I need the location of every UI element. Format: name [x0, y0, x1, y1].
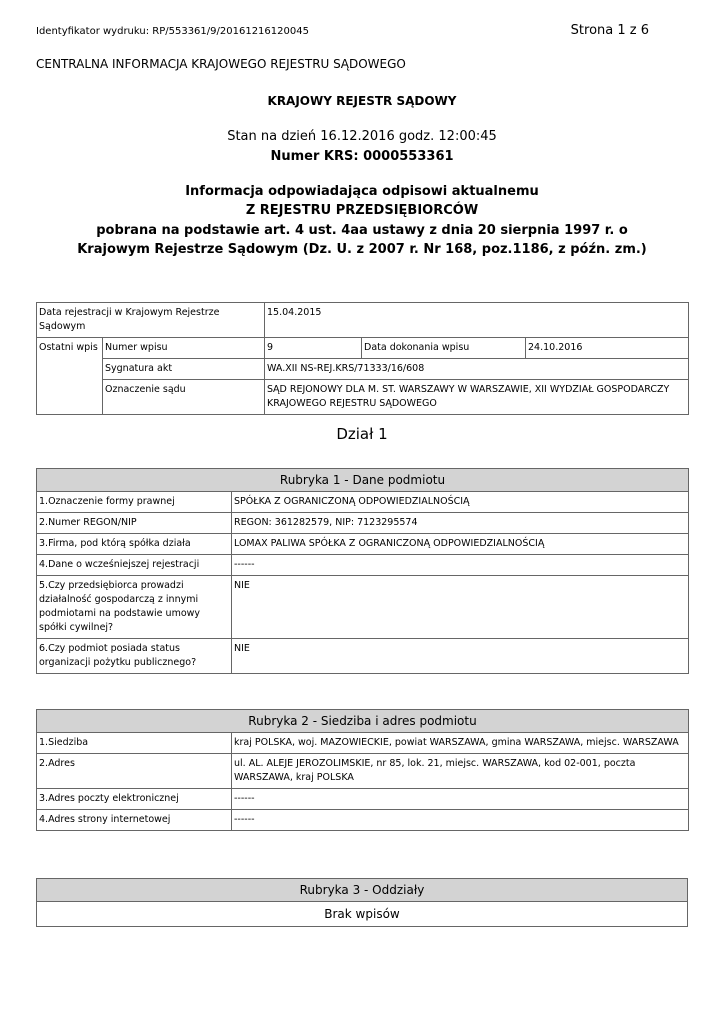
reg-date-value: 15.04.2015	[265, 303, 689, 338]
table-row	[37, 754, 689, 789]
signature-value: WA.XII NS-REJ.KRS/71333/16/608	[265, 359, 689, 380]
row-value: NIE	[232, 576, 689, 639]
row-value: ul. AL. ALEJE JEROZOLIMSKIE, nr 85, lok. 21, miejsc. WARSZAWA, kod 02-001, poczta WARSZAWA, kraj POLSKA	[232, 754, 689, 789]
rubryka-1-title: Rubryka 1 - Dane podmiotu	[37, 469, 689, 492]
last-entry-label: Ostatni wpis	[37, 338, 103, 415]
rubryka-1-table	[36, 468, 689, 674]
row-value: SPÓŁKA Z OGRANICZONĄ ODPOWIEDZIALNOŚCIĄ	[232, 492, 689, 513]
row-label: 1.Siedziba	[37, 733, 232, 754]
entry-number-value: 9	[265, 338, 362, 359]
section-heading: Dział 1	[336, 425, 388, 443]
row-label: 3.Firma, pod którą spółka działa	[37, 534, 232, 555]
table-row	[37, 789, 689, 810]
table-row	[37, 338, 689, 359]
table-row	[37, 359, 689, 380]
row-label: 2.Adres	[37, 754, 232, 789]
row-value: ------	[232, 555, 689, 576]
table-row	[37, 810, 689, 831]
page-number: Strona 1 z 6	[570, 23, 649, 38]
table-row	[37, 534, 689, 555]
entry-date-label: Data dokonania wpisu	[362, 338, 526, 359]
row-label: 2.Numer REGON/NIP	[37, 513, 232, 534]
no-entries: Brak wpisów	[37, 902, 688, 927]
row-label: 1.Oznaczenie formy prawnej	[37, 492, 232, 513]
table-row	[37, 303, 689, 338]
table-row	[37, 576, 689, 639]
row-value: kraj POLSKA, woj. MAZOWIECKIE, powiat WARSZAWA, gmina WARSZAWA, miejsc. WARSZAWA	[232, 733, 689, 754]
organization-name: CENTRALNA INFORMACJA KRAJOWEGO REJESTRU SĄDOWEGO	[36, 57, 406, 71]
info-line-3: pobrana na podstawie art. 4 ust. 4aa ustawy z dnia 20 sierpnia 1997 r. o Krajowym Rejestrze Sądowym (Dz. U. z 2007 r. Nr 168, poz.1186, z późn. zm.)	[77, 223, 647, 257]
row-value: REGON: 361282579, NIP: 7123295574	[232, 513, 689, 534]
signature-label: Sygnatura akt	[103, 359, 265, 380]
row-label: 6.Czy podmiot posiada status organizacji pożytku publicznego?	[37, 639, 232, 674]
row-label: 4.Adres strony internetowej	[37, 810, 232, 831]
registration-table	[36, 302, 689, 415]
row-label: 3.Adres poczty elektronicznej	[37, 789, 232, 810]
row-value: ------	[232, 789, 689, 810]
info-line-1: Informacja odpowiadająca odpisowi aktualnemu	[185, 184, 539, 199]
table-row	[37, 555, 689, 576]
table-row	[37, 380, 689, 415]
info-line-2: Z REJESTRU PRZEDSIĘBIORCÓW	[245, 203, 479, 218]
table-row	[37, 492, 689, 513]
print-identifier: Identyfikator wydruku: RP/553361/9/20161216120045	[36, 26, 309, 37]
entry-number-label: Numer wpisu	[103, 338, 265, 359]
row-label: 5.Czy przedsiębiorca prowadzi działalność gospodarczą z innymi podmiotami na podstawie umowy spółki cywilnej?	[37, 576, 232, 639]
reg-date-label: Data rejestracji w Krajowym Rejestrze Sądowym	[37, 303, 265, 338]
row-value: ------	[232, 810, 689, 831]
row-label: 4.Dane o wcześniejszej rejestracji	[37, 555, 232, 576]
court-label: Oznaczenie sądu	[103, 380, 265, 415]
table-row	[37, 639, 689, 674]
registry-title: KRAJOWY REJESTR SĄDOWY	[267, 94, 457, 108]
krs-number: Numer KRS: 0000553361	[270, 149, 454, 164]
table-row	[37, 513, 689, 534]
state-date: Stan na dzień 16.12.2016 godz. 12:00:45	[227, 129, 497, 144]
rubryka-2-table	[36, 709, 689, 831]
rubryka-2-title: Rubryka 2 - Siedziba i adres podmiotu	[37, 710, 689, 733]
row-value: LOMAX PALIWA SPÓŁKA Z OGRANICZONĄ ODPOWIEDZIALNOŚCIĄ	[232, 534, 689, 555]
rubryka-3-table	[36, 878, 688, 927]
entry-date-value: 24.10.2016	[526, 338, 689, 359]
row-value: NIE	[232, 639, 689, 674]
court-value: SĄD REJONOWY DLA M. ST. WARSZAWY W WARSZAWIE, XII WYDZIAŁ GOSPODARCZY KRAJOWEGO REJESTRU SĄDOWEGO	[265, 380, 689, 415]
table-row	[37, 733, 689, 754]
rubryka-3-title: Rubryka 3 - Oddziały	[37, 879, 688, 902]
